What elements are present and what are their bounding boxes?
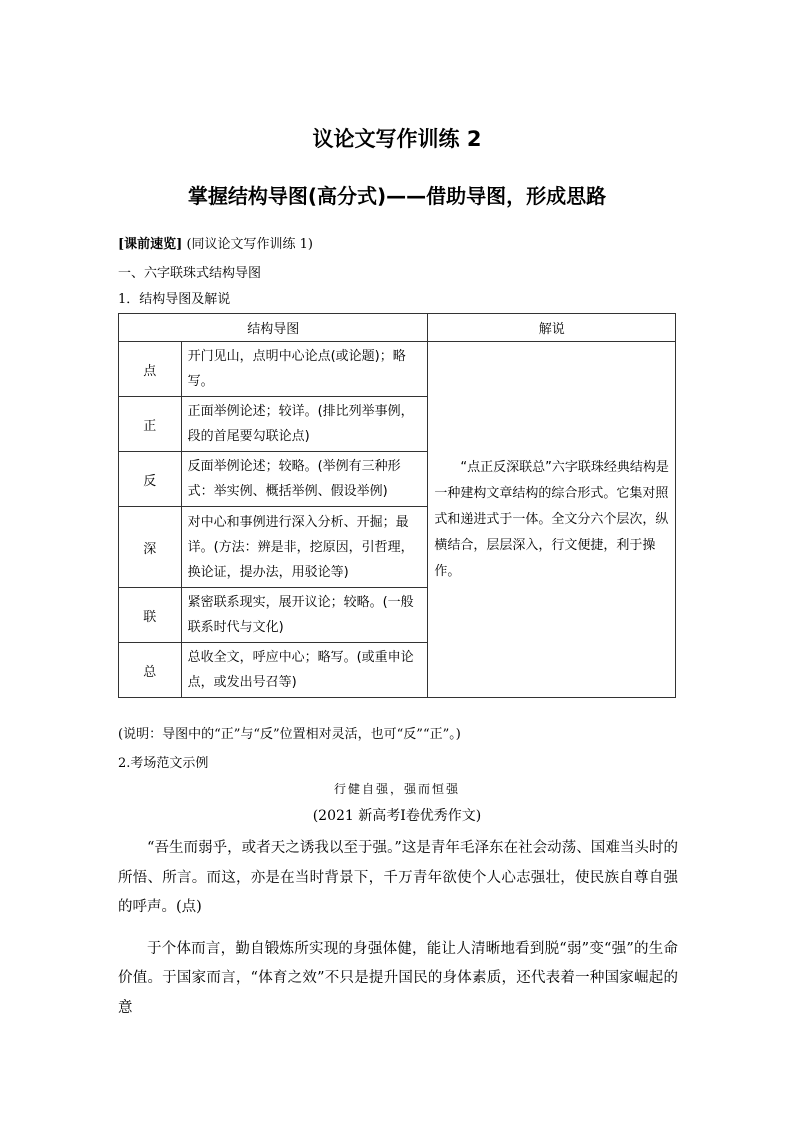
essay-body [118, 834, 678, 1035]
table-note: (说明：导图中的“正”与“反”位置相对灵活，也可“反”“正”。) [118, 727, 461, 742]
table-header-row [119, 314, 676, 342]
row-description: 开门见山，点明中心论点(或论题)；略写。 [181, 342, 428, 397]
row-label: 联 [119, 588, 182, 643]
preview-tag: [课前速览] [118, 237, 183, 252]
structure-map-table [118, 313, 676, 698]
header-structure-map: 结构导图 [119, 314, 428, 342]
row-description: 紧密联系现实，展开议论；较略。(一般联系时代与文化) [181, 588, 428, 643]
essay-title: 行健自强，强而恒强 [333, 782, 460, 796]
page-title: 议论文写作训练 2 [312, 127, 482, 151]
row-label: 反 [119, 452, 182, 507]
section-heading-1: 一、六字联珠式结构导图 [118, 266, 262, 281]
subsection-heading-1: 1．结构导图及解说 [118, 292, 231, 307]
row-label: 深 [119, 507, 182, 588]
essay-paragraph: 于个体而言，勤自锻炼所实现的身强体健，能让人清晰地看到脱“弱”变“强”的生命价值。于国家而言，“体育之效”不只是提升国民的身体素质，还代表着一种国家崛起的意 [118, 940, 678, 1016]
row-description: 正面举例论述；较详。(排比列举事例，段的首尾要勾联论点) [181, 397, 428, 452]
row-description: 对中心和事例进行深入分析、开掘；最详。(方法：辨是非，挖原因，引哲理，换论证，提办法，用驳论等) [181, 507, 428, 588]
row-label: 总 [119, 643, 182, 698]
preview-text: (同议论文写作训练 1) [186, 237, 314, 252]
row-label: 正 [119, 397, 182, 452]
section-heading-2: 2.考场范文示例 [118, 756, 209, 771]
row-description: 总收全文，呼应中心；略写。(或重申论点，或发出号召等) [181, 643, 428, 698]
row-description: 反面举例论述；较略。(举例有三种形式：举实例、概括举例、假设举例) [181, 452, 428, 507]
table-row [119, 342, 676, 397]
row-label: 点 [119, 342, 182, 397]
page-subtitle: 掌握结构导图(高分式)——借助导图，形成思路 [187, 184, 607, 208]
explanation-cell: “点正反深联总”六字联珠经典结构是一种建构文章结构的综合形式。它集对照式和递进式于一体。全文分六个层次，纵横结合，层层深入，行文便捷，利于操作。 [428, 342, 676, 698]
preview-line [118, 233, 313, 252]
essay-source: (2021 新高考Ⅰ卷优秀作文) [312, 808, 482, 824]
essay-paragraph: “吾生而弱乎，或者天之诱我以至于强。”这是青年毛泽东在社会动荡、国难当头时的所悟、所言。而这，亦是在当时背景下，千万青年欲使个人心志强壮，使民族自尊自强的呼声。(点) [118, 840, 678, 915]
header-explanation: 解说 [428, 314, 676, 342]
